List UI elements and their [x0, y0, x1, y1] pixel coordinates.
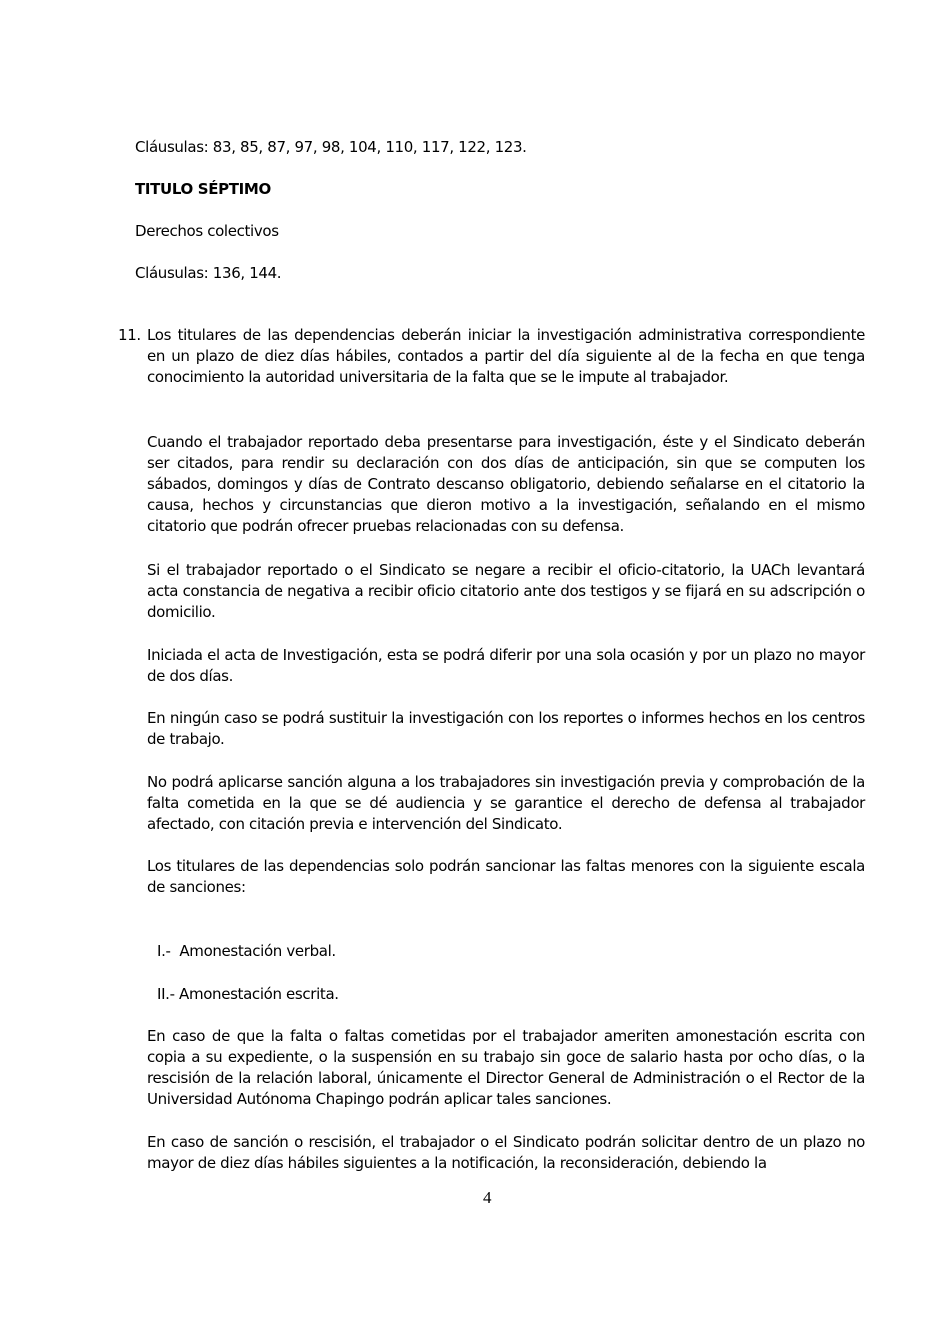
section-subtitle: Derechos colectivos [135, 222, 279, 240]
paragraph: Si el trabajador reportado o el Sindicato se negare a recibir el oficio-citatorio, la UACh levantará acta constancia de negativa a recibir oficio citatorio ante dos testigos y se fijará en su adscripción o domicilio. [147, 561, 865, 621]
paragraph: En caso de que la falta o faltas cometidas por el trabajador ameriten amonestación escrita con copia a su expediente, o la suspensión en su trabajo sin goce de salario hasta por ocho días, o la rescisión de la relación laboral, únicamente el Director General de Administración o el Rector de la Universidad Autónoma Chapingo podrán aplicar tales sanciones. [147, 1027, 865, 1108]
sanction-item: II.- Amonestación escrita. [157, 985, 339, 1003]
paragraph: Los titulares de las dependencias deberán iniciar la investigación administrativa correspondiente en un plazo de diez días hábiles, contados a partir del día siguiente al de la fecha en que tenga conocimiento la autoridad universitaria de la falta que se le impute al trabajador. [147, 326, 865, 386]
paragraph: Iniciada el acta de Investigación, esta se podrá diferir por una sola ocasión y por un plazo no mayor de dos días. [147, 646, 865, 685]
item-number: 11. [118, 326, 141, 344]
paragraph: Cuando el trabajador reportado deba presentarse para investigación, éste y el Sindicato deberán ser citados, para rendir su declaración con dos días de anticipación, sin que se computen los sábados, domingos y días de Contrato descanso obligatorio, debiendo señalarse en el citatorio la causa, hechos y circunstancias que dieron motivo a la investigación, señalando en el mismo citatorio que podrán ofrecer pruebas relacionadas con su defensa. [147, 433, 865, 535]
clausulas-list-2: Cláusulas: 136, 144. [135, 264, 282, 282]
paragraph: No podrá aplicarse sanción alguna a los trabajadores sin investigación previa y comprobación de la falta cometida en la que se dé audiencia y se garantice el derecho de defensa al trabajador afectado, con citación previa e intervención del Sindicato. [147, 773, 865, 833]
paragraph: En ningún caso se podrá sustituir la investigación con los reportes o informes hechos en los centros de trabajo. [147, 709, 865, 748]
paragraph: En caso de sanción o rescisión, el trabajador o el Sindicato podrán solicitar dentro de un plazo no mayor de diez días hábiles siguientes a la notificación, la reconsideración, debiendo la [147, 1133, 865, 1172]
section-title: TITULO SÉPTIMO [135, 180, 271, 198]
page-number: 4 [483, 1188, 492, 1207]
sanction-item: I.- Amonestación verbal. [157, 942, 336, 960]
paragraph: Los titulares de las dependencias solo podrán sancionar las faltas menores con la siguiente escala de sanciones: [147, 857, 865, 896]
clausulas-list-1: Cláusulas: 83, 85, 87, 97, 98, 104, 110, 117, 122, 123. [135, 138, 527, 156]
